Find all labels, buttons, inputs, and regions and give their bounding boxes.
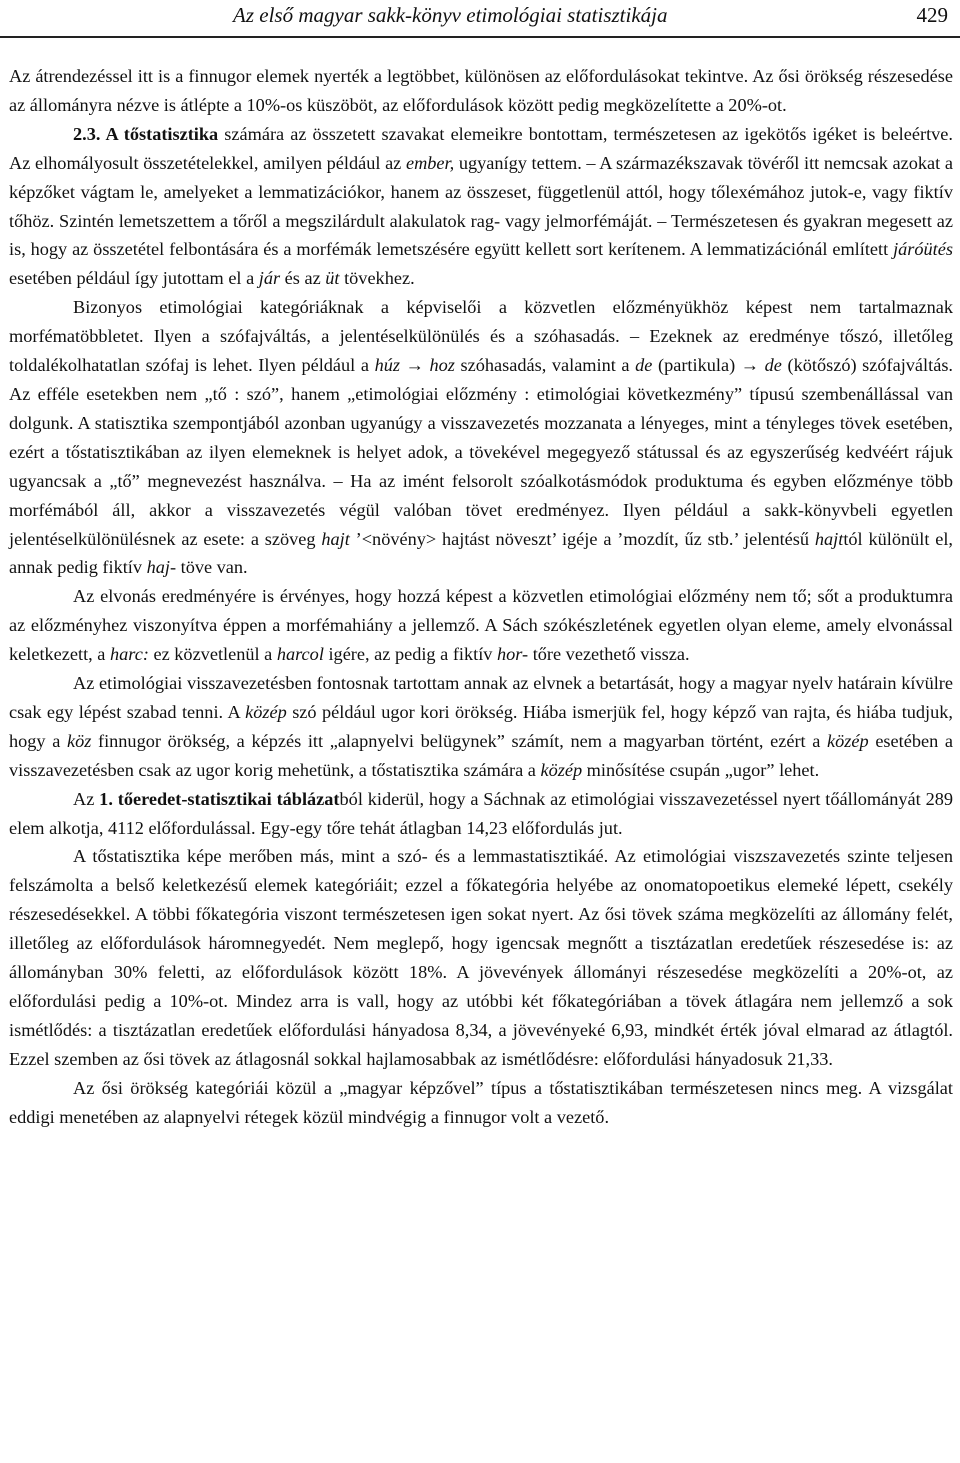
text-run: minősítése csupán „ugor” lehet. [582,759,820,780]
running-header [0,0,960,38]
italic-term: közép [540,759,583,780]
text-run: szóhasadás, valamint a [454,355,636,376]
text-run: → [399,355,430,376]
italic-term: jár [258,268,281,289]
italic-term: járóütés [893,239,953,260]
text-run: Az etimológiai visszavezetésben fontosnak tartottam annak az elvnek a betartását, hogy a magyar nyelv határain kívülre csak egy lépést szabad tenni. A [9,673,953,722]
italic-term: de [635,355,653,376]
paragraph [9,669,953,785]
text-run: Az átrendezéssel itt is a finnugor elemek nyerték a legtöbbet, különösen az előfordulásokat tekintve. Az ősi örökség részesedése az állományra nézve is átlépte a 10%-os küszöböt, az előfordulások között pedig megközelítette a 20%-ot. [9,66,953,115]
page-number: 429 [916,3,948,27]
italic-term: hor- [497,644,529,665]
italic-term: haj- [146,557,177,578]
paragraph [9,842,953,1073]
running-title: Az első magyar sakk-könyv etimológiai statisztikája [233,3,668,27]
italic-term: harcol [276,644,324,665]
text-run: töve van. [176,557,248,578]
italic-term: húz [374,355,400,376]
text-run: Az ősi örökség kategóriái közül a „magyar képzővel” típus a tőstatisztikában természetesen nincs meg. A vizsgálat eddigi menetében az alapnyelvi rétegek közül mindvégig a finnugor volt a vezető. [9,1077,953,1127]
text-run: Az [73,788,100,809]
body-text [9,62,953,1132]
italic-term: harc: [110,644,149,665]
paragraph [9,293,953,582]
text-run: számára az összetett szavakat elemeikre bontottam, természetesen az igekötős igéket is beleértve. Az elhomályosult összetételekkel, amilyen például az [9,123,953,173]
text-run: finnugor örökség, a képzés itt „alapnyelvi belügynek” számít, nem a magyarban történt, ezért a [91,730,828,751]
bold-heading: 2.3. A tőstatisztika [73,123,219,144]
italic-term: hajt [321,528,350,549]
text-run: A tőstatisztika képe merőben más, mint a szó- és a lemmastatisztikáé. Az etimológiai viszszavezetés szinte teljesen felszámolta a belső keletkezésű elemek kategóriáit; ezzel a főkategória helyébe az onomatopoetikus elemeké lépett, csekély részesedésekkel. A többi főkategória viszont természetesen igen sokat nyert. Az ősi tövek száma megközelíti az állomány felét, illetőleg az előfordulások háromnegyedét. Nem meglepő, hogy igencsak megnőtt a tisztázatlan eredetűek részesedése is: az állományban 30% feletti, az előfordulások között 18%. A jövevények állományi részesedése megközelíti a 20%-ot, az előfordulási pedig a 10%-ot. Mindez arra is vall, hogy az utóbbi két főkategóriában a tövek átlagára nem jellemző a sok ismétlődés: a tisztázatlan eredetűek előfordulási hányadosa 8,34, a jövevényeké 6,93, mindkét érték jóval elmarad az átlagtól. Ezzel szemben az ősi tövek az átlagosnál sokkal hajlamosabbak az ismétlődésre: előfordulási hányadosuk 21,33. [9,846,953,1069]
text-run: szó például ugor kori örökség. Hiába ismerjük fel, hogy képző van rajta, és hiába tudjuk, hogy a [9,701,953,751]
italic-term: hajt [814,528,844,549]
text-run: ez közvetlenül a [148,644,277,665]
italic-term: de [764,355,782,376]
italic-term: közép [827,730,869,751]
text-run: (partikula) → [652,355,765,376]
text-run: ’<növény> hajtást növeszt’ igéje a ’mozdít, űz stb.’ jelentésű [349,528,815,549]
text-run: igére, az pedig a fiktív [323,644,497,665]
paragraph [9,582,953,669]
text-run: esetében a visszavezetésben csak az ugor korig mehetünk, a tőstatisztika számára a [9,730,954,780]
text-run: tól különült el, annak pedig fiktív [9,528,953,578]
text-run: tőre vezethető vissza. [528,644,690,665]
paragraph [9,785,953,843]
text-run: tövekhez. [339,268,415,289]
paragraph [9,1074,953,1132]
italic-term: hoz [429,355,455,376]
text-run: ból kiderül, hogy a Sáchnak az etimológiai visszavezetéssel nyert tőállományát 289 elem alkotja, 4112 előfordulással. Egy-egy tőre tehát átlagban 14,23 előfordulás jut. [9,788,954,838]
text-run: ugyanígy tettem. – A származékszavak tövéről itt nemcsak azokat a képzőket vágtam le, amelyeket a lemmatizációkor, hanem az összeset, függetlenül attól, hogy tőlexémához jutok-e, vagy fiktív tőhöz. Szintén lemetszettem a tőről a megszilárdult alakulatok rag- vagy jelmorfémáját. – Természetesen és gyakran megesett az is, hogy az összetétel felbontására és a morfémák lemetszésére együtt kellett sort kerítenem. A lemmatizációnál említett [9,152,953,260]
text-run: és az [280,268,326,289]
paragraph [9,120,953,293]
text-run: esetében például így jutottam el a [9,268,259,289]
italic-term: üt [325,268,340,289]
italic-term: közép [245,701,287,722]
text-run: Bizonyos etimológiai kategóriáknak a képviselői a közvetlen előzményükhöz képest nem tartalmaznak morfématöbbletet. Ilyen a szófajváltás, a jelentéselkülönülés és a szóhasadás. – Ezeknek az eredménye tőszó, illetőleg toldalékolhatatlan szófaj is lehet. Ilyen például a [9,297,953,376]
bold-heading: 1. tőeredet-statisztikai táblázat [99,788,340,809]
text-run: (kötőszó) szófajváltás. Az efféle esetekben nem „tő : szó”, hanem „etimológiai előzmény : etimológiai következmény” típusú szembenállással van dolgunk. A statisztika szempontjából azonban ugyanúgy a visszavezetés mozzanata a lényeges, mint a tényleges tövek esetében, ezért a tőstatisztikában az ilyen elemeknek is helyet adok, a tövekével megegyező státussal és az egyszerűség kedvéért rájuk ugyancsak a „tő” megnevezést használva. – Ha az imént felsorolt szóalkotásmódok produktuma és egyben előzménye több morfémából áll, akkor a visszavezetés végül valóban tövet eredményez. Ilyen például a sakk-könyvbeli egyetlen jelentéselkülönülésnek az esete: a szöveg [9,355,954,549]
italic-term: köz [66,730,92,751]
text-run: Az elvonás eredményére is érvényes, hogy hozzá képest a közvetlen etimológiai előzmény nem tő; sőt a produktumra az előzményhez viszonyítva éppen a morfémahiány a jellemző. A Sách szókészletének egyetlen olyan eleme, amely elvonással keletkezett, a [9,586,953,665]
paragraph [9,62,953,120]
italic-term: ember, [405,152,455,173]
